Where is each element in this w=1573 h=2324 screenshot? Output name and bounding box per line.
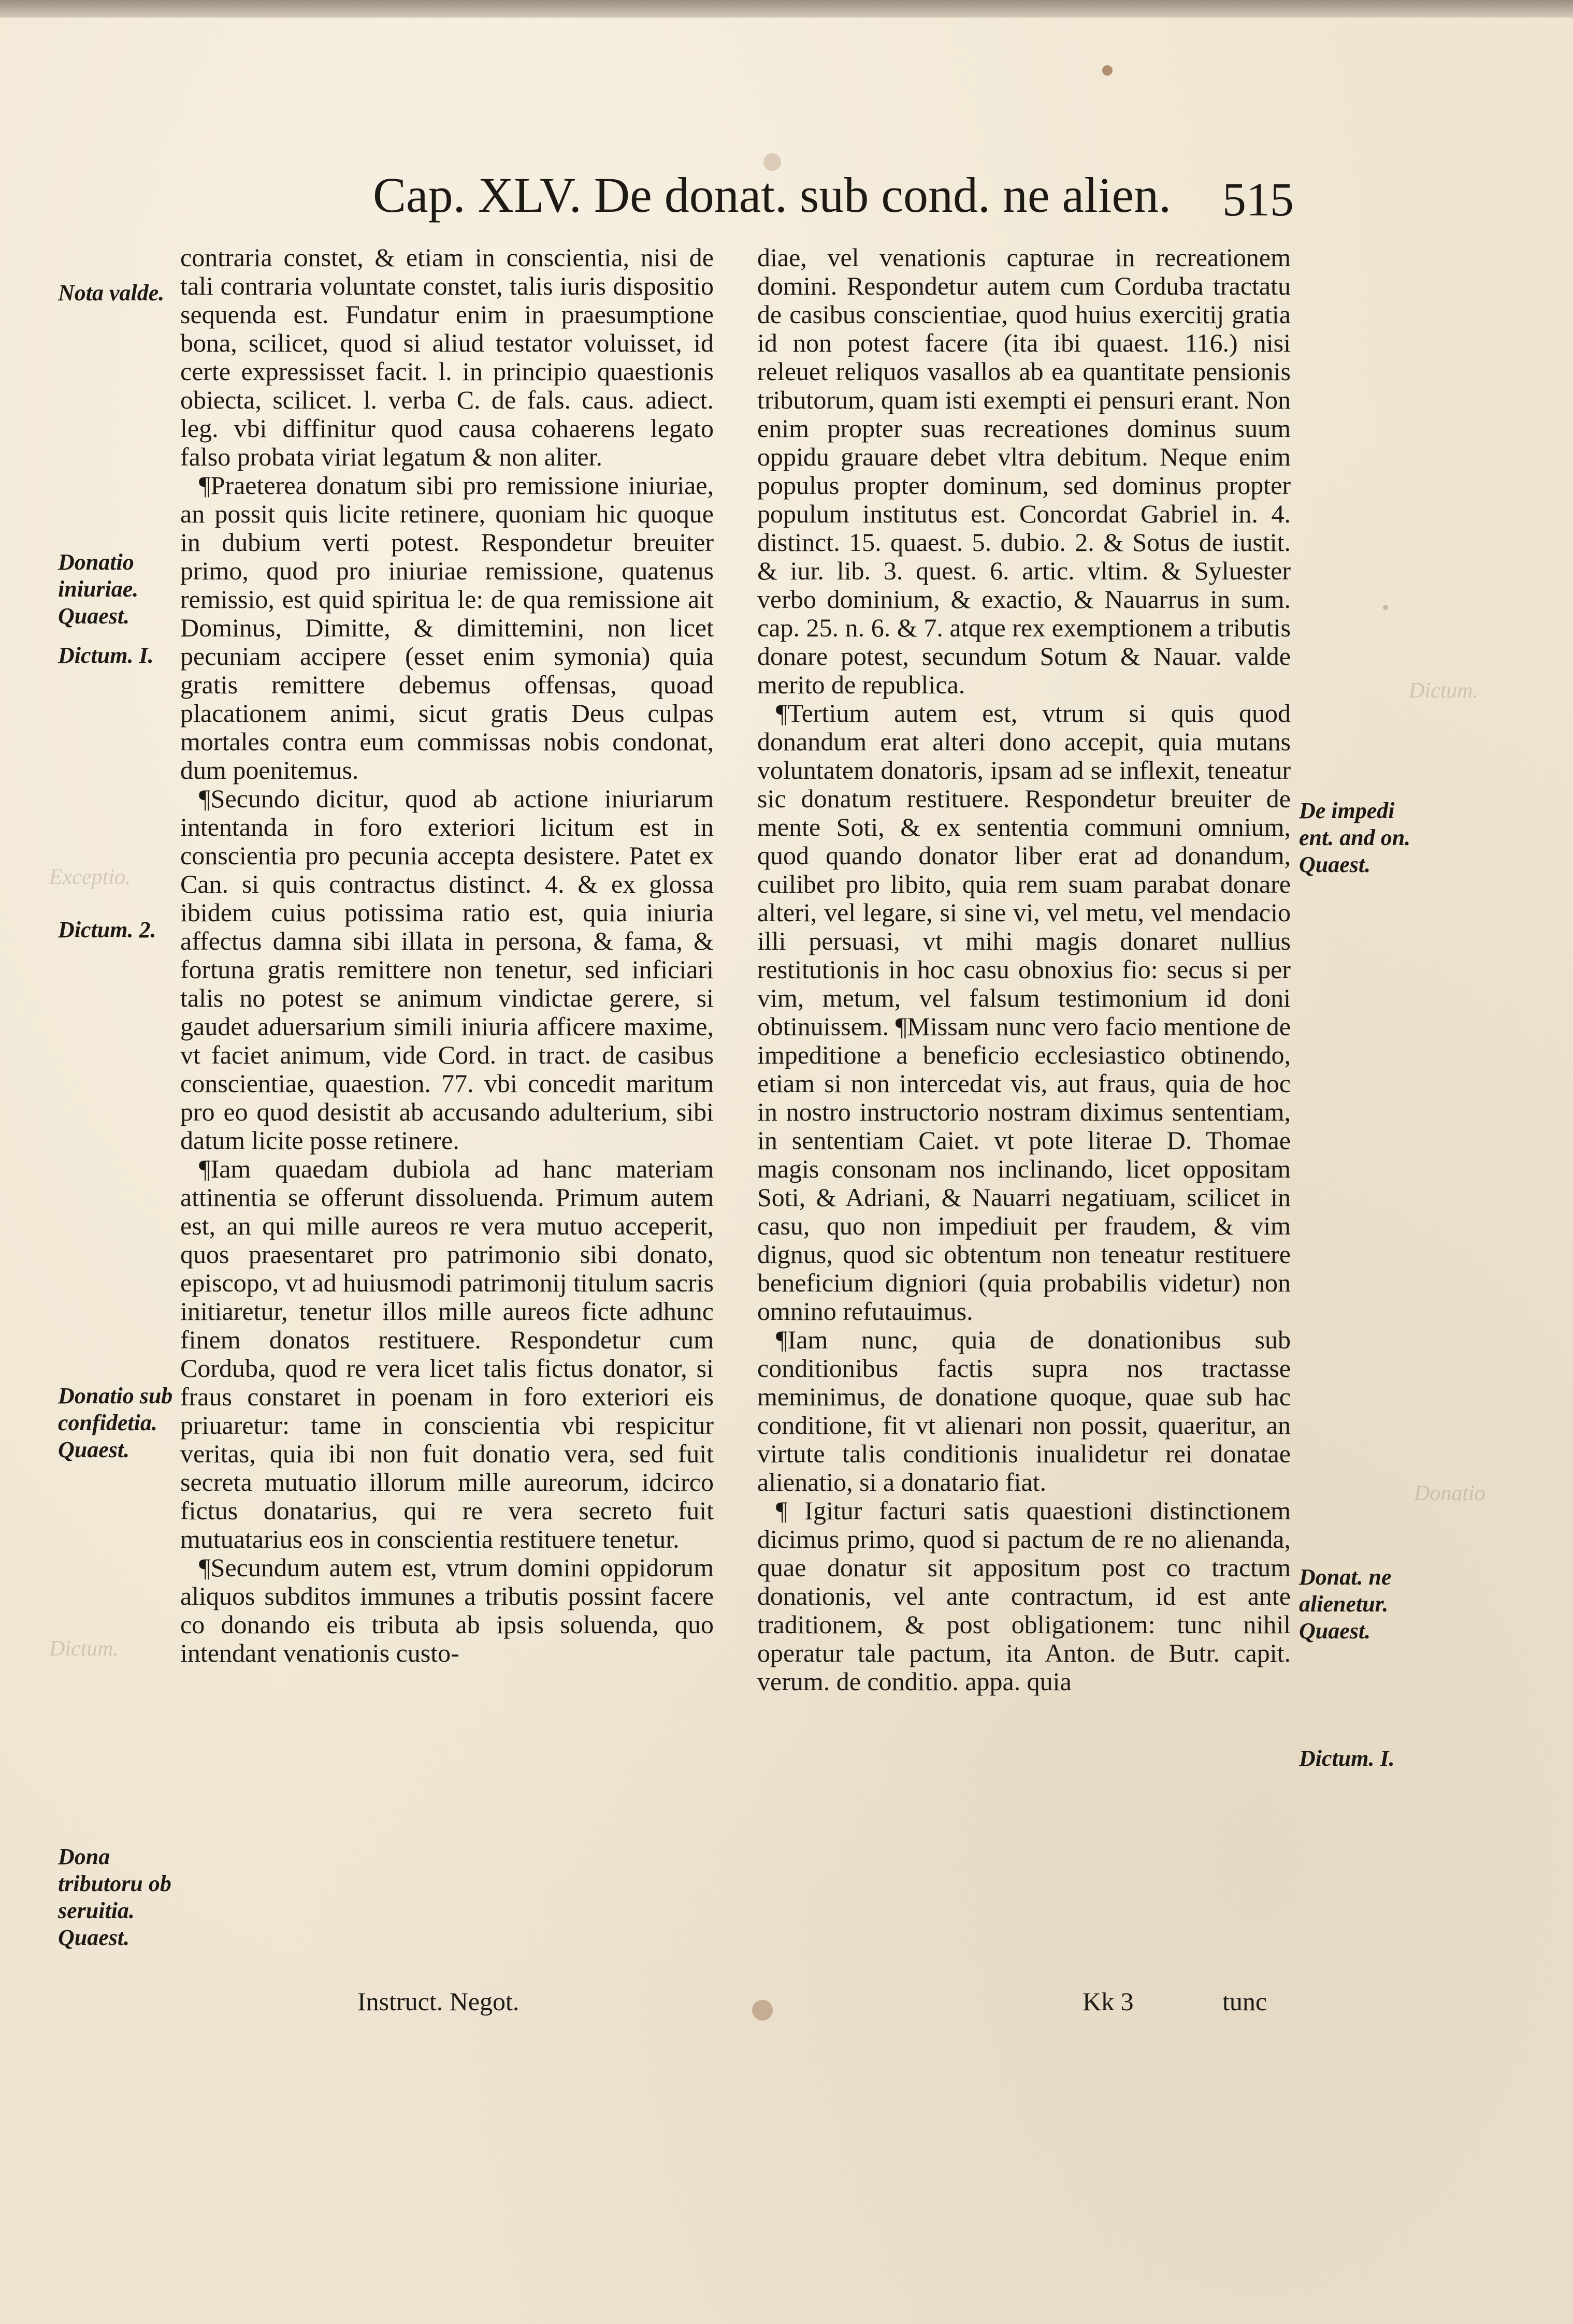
folio-number: 515 [1222,173,1294,226]
margin-note-left: Donatio iniuriae. Quaest. [58,549,139,629]
margin-note-left: Dictum. 2. [58,917,156,942]
margin-note-left: Dona tributoru ob seruitia. Quaest. [58,1844,171,1950]
show-through-text: Dictum. [1409,679,1479,703]
paragraph: ¶Praeterea donatum sibi pro remissione iniuriae, an possit quis licite retinere, quoniam hic quoque in dubium verti potest. Respondetur breuiter primo, quod pro iniuriae remissione, quatenus remissio, est quid spiritua le: de qua remissione ait Dominus, Dimitte, & dimittemini, non licet pecuniam accipere (esset enim symonia) quia gratis remittere debemus offensas, quoad placationem animi, sicut gratis Deus culpas mortales contra eum commissas nobis condonat, dum poenitemus. [180,471,714,785]
show-through-text: Exceptio. [49,865,131,889]
margin-note-right: Dictum. I. [1299,1746,1395,1771]
page-top-edge [0,0,1573,18]
running-title: Cap. XLV. De donat. sub cond. ne alien. [373,167,1172,223]
paragraph: ¶Iam nunc, quia de donationibus sub conditionibus factis supra nos tractasse meminimus, de donatione quoque, quae sub hac conditione, fit vt alienari non possit, quaeritur, an virtute talis conditionis inualidetur rei donatae alienatio, si a donatario fiat. [757,1325,1291,1497]
paragraph: ¶Tertium autem est, vtrum si quis quod donandum erat alteri dono accepit, quia mutans voluntatem donatoris, ipsam ad se inflexit, teneatur sic donatum restituere. Respondetur breuiter de mente Soti, & ex sententia communi omnium, quod quando donator liber erat ad donandum, cuilibet pro libito, quia rem suam parabat donare alteri, vel legare, si sine vi, vel metu, vel mendacio illi persuasi, vt mihi magis donaret nullius restitutionis in hoc casu obnoxius fio: secus si per vim, metum, vel falsum testimonium id doni obtinuissem. ¶Missam nunc vero facio mentione de impeditione a beneficio ecclesiastico obtinendo, etiam si non intercedat vis, aut fraus, quia de hoc in nostro instructorio nostram diximus sententiam, in sententiam Caiet. vt pote literae D. Thomae magis consonam nos inclinando, licet oppositam Soti, & Adriani, & Nauarri negatiuam, scilicet in casu, quo non impediuit per fraudem, & vim dignus, quod sic obtentum non teneatur restituere beneficium digniori (quia probabilis videtur) non omnino refutauimus. [757,699,1291,1326]
show-through-text: Dictum. [49,1637,119,1661]
margin-note-right: Donat. ne alienetur. Quaest. [1299,1564,1392,1644]
ink-stain [1383,605,1388,610]
margin-note-left: Nota valde. [58,280,165,306]
catchword: tunc [1222,1987,1267,2016]
text-column-right [757,243,1291,1696]
paragraph: ¶Iam quaedam dubiola ad hanc materiam attinentia se offerunt dissoluenda. Primum autem est, an qui mille aureos re vera mutuo acceperit, quos praesentaret pro patrimonio sibi donato, episcopo, vt ad huiusmodi patrimonij titulum sacris initiaretur, tenetur illos mille aureos ficte adhunc finem donatos restituere. Respondetur cum Corduba, quod re vera licet talis fictus donator, si fraus constaret in poenam in foro exteriori eis priuaretur: tame in conscientia vbi respicitur veritas, quia ibi non fuit donatio vera, sed fuit secreta mutuatio illorum mille aureorum, idcirco fictus donatarius, qui re vera secreto fuit mutuatarius eos in conscientia restituere tenetur. [180,1154,714,1553]
paragraph: ¶Secundo dicitur, quod ab actione iniuriarum intentanda in foro exteriori licitum est in conscientia pro pecunia accepta desistere. Patet ex Can. si quis contractus distinct. 4. & ex glossa ibidem cuius potissima ratio est, quia iniuria affectus damna sibi illata in persona, & fama, & fortuna gratis remittere non tenetur, sed inficiari talis no potest se animum vindictae gerere, si gaudet aduersarium simili iniuria afficere maxime, vt faciet animum, vide Cord. in tract. de casibus conscientiae, quaestion. 77. vbi concedit maritum pro eo quod desistit ab accusando adulterium, sibi datum licite posse retinere. [180,784,714,1155]
text-column-left [180,243,714,1667]
show-through-text: Donatio [1414,1481,1485,1505]
paragraph: ¶Secundum autem est, vtrum domini oppidorum aliquos subditos immunes a tributis possint facere co donando eis tributa ab ipsis soluenda, quo intendant venationis custo- [180,1553,714,1667]
signature-line: Instruct. Negot. [357,1987,519,2016]
ink-stain [752,2000,773,2021]
paragraph: diae, vel venationis capturae in recreationem domini. Respondetur autem cum Corduba tractatu de casibus conscientiae, quod huius exercitij gratia id non potest facere (ita ibi quaest. 116.) nisi releuet reliquos vasallos ab ea quantitate pensionis tributorum, quam isti exempti ei pensuri erant. Non enim propter suas recreationes dominus suum oppidu grauare debet vltra debitum. Neque enim populus propter dominum, sed dominus propter populum institutus est. Concordat Gabriel in. 4. distinct. 15. quaest. 5. dubio. 2. & Sotus de iustit. & iur. lib. 3. quest. 6. artic. vltim. & Syluester verbo dominium, & exactio, & Nauarrus in sum. cap. 25. n. 6. & 7. atque rex exemptionem a tributis donare potest, secundum Sotum & Nauar. valde merito de republica. [757,243,1291,699]
gathering-mark: Kk 3 [1083,1987,1134,2016]
margin-note-right: De impedi ent. and on. Quaest. [1299,798,1411,877]
margin-note-left: Dictum. I. [58,643,154,668]
margin-note-left: Donatio sub confidetia. Quaest. [58,1383,173,1462]
paragraph: contraria constet, & etiam in conscientia, nisi de tali contraria voluntate constet, talis iuris dispositio sequenda est. Fundatur enim in praesumptione bona, scilicet, quod si aliud testator voluisset, id certe expressisset facit. l. in principio quaestionis obiecta, scilicet. l. verba C. de fals. caus. adiect. leg. vbi diffinitur quod causa cohaerens legato falso probata viriat legatum & non aliter. [180,243,714,471]
paragraph: ¶ Igitur facturi satis quaestioni distinctionem dicimus primo, quod si pactum de re no alienanda, quae donatur sit appositum post co tractum donationis, vel ante contractum, id est ante traditionem, & post obligationem: tunc nihil operatur tale pactum, ita Anton. de Butr. capit. verum. de conditio. appa. quia [757,1496,1291,1696]
ink-stain [1102,65,1113,76]
